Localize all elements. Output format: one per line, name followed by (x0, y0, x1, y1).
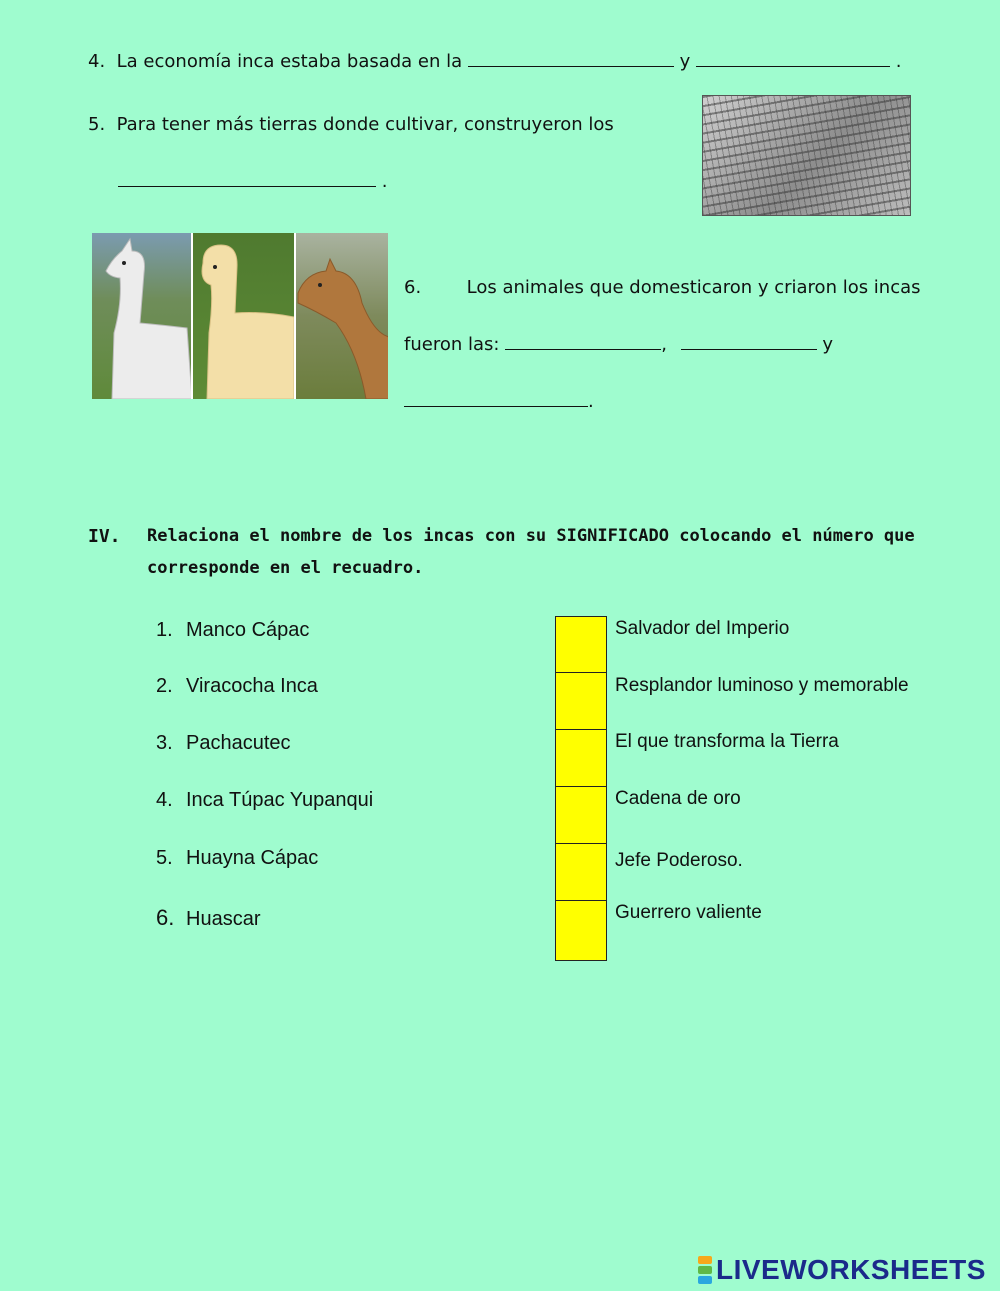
answer-box-5[interactable] (555, 843, 607, 901)
question-6-line3 (404, 390, 594, 412)
logo-text: LIVEWORKSHEETS (716, 1254, 986, 1285)
inca-name-item: 1. Manco Cápac (156, 619, 310, 641)
end-mark: . (588, 391, 594, 412)
section-iv-numeral: IV. (88, 526, 121, 547)
question-text: Los animales que domesticaron y criaron los incas (466, 277, 921, 298)
connector: y (822, 334, 834, 355)
inca-name-label: Inca Túpac Yupanqui (186, 789, 374, 811)
question-4 (88, 50, 902, 72)
inca-name-label: Huayna Cápac (186, 847, 319, 869)
answer-blank[interactable] (505, 333, 661, 350)
question-text: fueron las: (404, 334, 500, 355)
liveworksheets-logo (698, 1255, 986, 1285)
answer-blank[interactable] (681, 333, 817, 350)
meaning-label: Resplandor luminoso y memorable (615, 675, 909, 696)
answer-blank[interactable] (468, 50, 674, 67)
meaning-label: Salvador del Imperio (615, 618, 790, 639)
answer-box-4[interactable] (555, 786, 607, 844)
answer-box-6[interactable] (555, 900, 607, 961)
question-5-line2 (118, 170, 387, 192)
meaning-label: Guerrero valiente (615, 902, 762, 923)
answer-blank[interactable] (696, 50, 890, 67)
llama-photo (92, 233, 193, 399)
alpaca-photo (193, 233, 295, 399)
question-5 (88, 114, 614, 135)
inca-name-label: Manco Cápac (186, 619, 310, 641)
inca-name-label: Pachacutec (186, 732, 291, 754)
answer-blank[interactable] (118, 170, 376, 187)
inca-name-item: 2. Viracocha Inca (156, 675, 318, 697)
question-number: 6. (404, 277, 422, 298)
answer-box-3[interactable] (555, 729, 607, 787)
vicuna-photo (296, 233, 388, 399)
question-6 (404, 277, 921, 298)
inca-name-label: Viracocha Inca (186, 675, 318, 697)
logo-icon (698, 1255, 712, 1285)
meaning-label: El que transforma la Tierra (615, 731, 839, 752)
inca-terraces-image (702, 95, 911, 216)
end-mark: . (381, 171, 388, 192)
question-6-line2 (404, 333, 833, 355)
question-text: Para tener más tierras donde cultivar, construyeron los (116, 114, 614, 135)
separator: , (661, 334, 667, 355)
end-mark: . (895, 51, 902, 72)
connector: y (679, 51, 691, 72)
answer-blank[interactable] (404, 390, 588, 407)
section-iv-instruction-line1: Relaciona el nombre de los incas con su SIGNIFICADO colocando el número que (147, 526, 915, 546)
inca-name-item: 4. Inca Túpac Yupanqui (156, 789, 374, 811)
inca-name-item: 6. Huascar (156, 905, 261, 930)
andean-animals-image (92, 233, 388, 399)
inca-name-item: 3. Pachacutec (156, 732, 291, 754)
answer-box-1[interactable] (555, 616, 607, 674)
section-iv-instruction-line2: corresponde en el recuadro. (147, 558, 424, 578)
inca-name-item: 5. Huayna Cápac (156, 847, 319, 869)
question-text: La economía inca estaba basada en la (116, 51, 463, 72)
meaning-label: Jefe Poderoso. (615, 850, 743, 871)
question-number: 4. (88, 51, 106, 72)
answer-box-2[interactable] (555, 672, 607, 730)
question-number: 5. (88, 114, 106, 135)
inca-name-label: Huascar (186, 908, 261, 930)
meaning-label: Cadena de oro (615, 788, 741, 809)
